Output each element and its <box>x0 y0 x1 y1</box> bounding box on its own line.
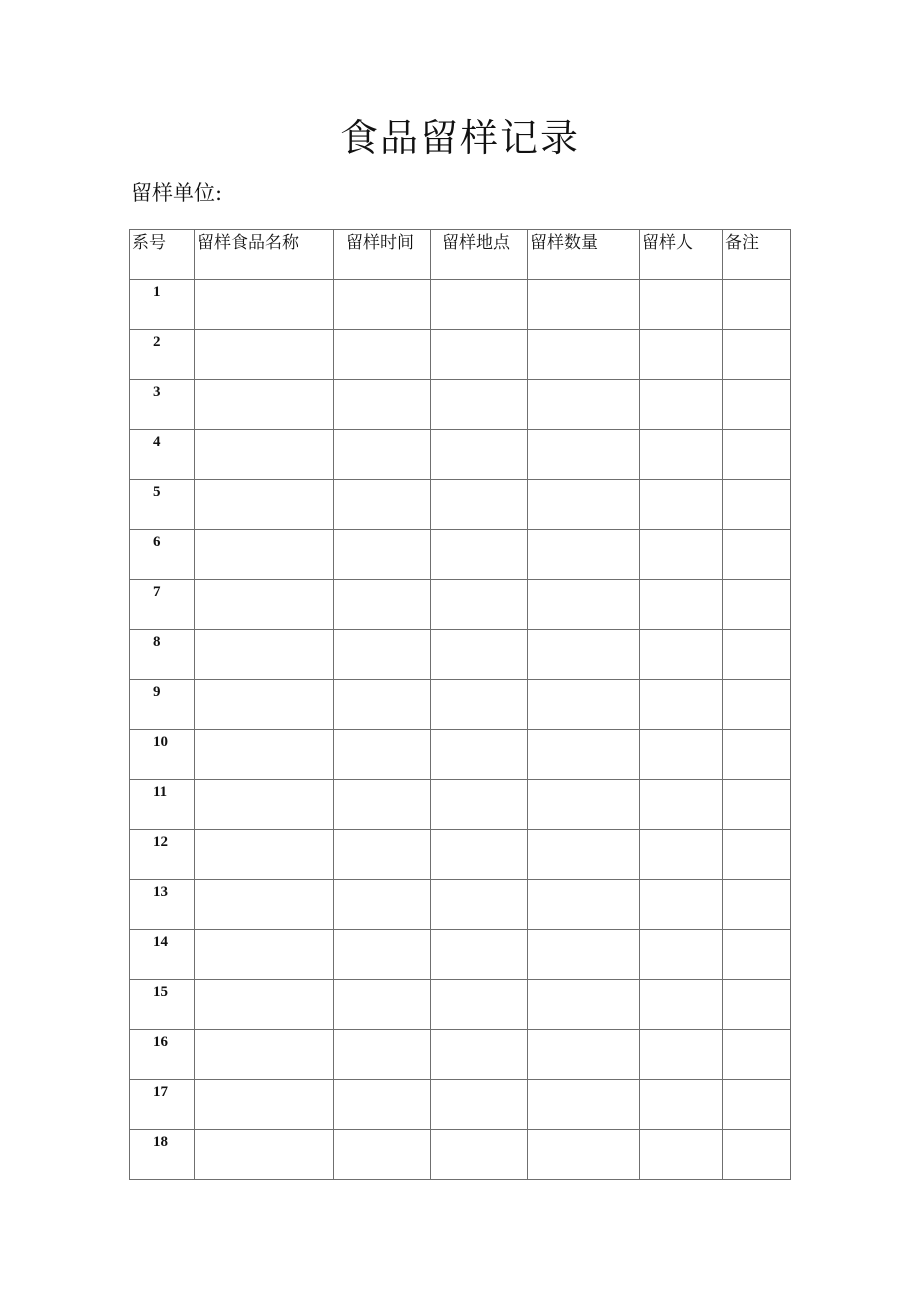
row-number: 2 <box>130 330 195 380</box>
sample-time-cell <box>334 580 431 630</box>
sample-quantity-cell <box>528 330 640 380</box>
food-name-cell <box>195 930 334 980</box>
remarks-cell <box>723 280 791 330</box>
sample-quantity-cell <box>528 1080 640 1130</box>
sample-quantity-cell <box>528 680 640 730</box>
remarks-cell <box>723 580 791 630</box>
sampler-cell <box>640 780 723 830</box>
remarks-cell <box>723 530 791 580</box>
sample-quantity-cell <box>528 530 640 580</box>
remarks-cell <box>723 830 791 880</box>
sample-location-cell <box>431 830 528 880</box>
table-row <box>130 1130 791 1180</box>
sample-quantity-cell <box>528 430 640 480</box>
sample-time-cell <box>334 730 431 780</box>
sample-quantity-cell <box>528 280 640 330</box>
sampler-cell <box>640 1030 723 1080</box>
sampler-cell <box>640 630 723 680</box>
sample-location-cell <box>431 730 528 780</box>
header-sampler: 留样人 <box>640 230 723 280</box>
food-sample-record-table <box>129 229 791 1180</box>
table-row <box>130 680 791 730</box>
sample-time-cell <box>334 530 431 580</box>
remarks-cell <box>723 430 791 480</box>
food-name-cell <box>195 380 334 430</box>
sample-location-cell <box>431 1130 528 1180</box>
sample-time-cell <box>334 680 431 730</box>
sample-time-cell <box>334 880 431 930</box>
sample-quantity-cell <box>528 930 640 980</box>
row-number: 15 <box>130 980 195 1030</box>
food-name-cell <box>195 980 334 1030</box>
sample-time-cell <box>334 980 431 1030</box>
header-sample-quantity: 留样数量 <box>528 230 640 280</box>
remarks-cell <box>723 1130 791 1180</box>
remarks-cell <box>723 480 791 530</box>
header-serial-number: 系号 <box>130 230 195 280</box>
table-row <box>130 830 791 880</box>
sample-location-cell <box>431 980 528 1030</box>
food-name-cell <box>195 1130 334 1180</box>
table-header-row <box>130 230 791 280</box>
table-row <box>130 580 791 630</box>
row-number: 9 <box>130 680 195 730</box>
row-number: 7 <box>130 580 195 630</box>
food-name-cell <box>195 680 334 730</box>
table-row <box>130 630 791 680</box>
row-number: 4 <box>130 430 195 480</box>
sample-location-cell <box>431 630 528 680</box>
sampler-cell <box>640 580 723 630</box>
table-row <box>130 330 791 380</box>
remarks-cell <box>723 730 791 780</box>
sample-quantity-cell <box>528 780 640 830</box>
table-row <box>130 780 791 830</box>
food-name-cell <box>195 880 334 930</box>
row-number: 14 <box>130 930 195 980</box>
sample-quantity-cell <box>528 830 640 880</box>
sample-quantity-cell <box>528 980 640 1030</box>
sampler-cell <box>640 730 723 780</box>
table-row <box>130 880 791 930</box>
food-name-cell <box>195 330 334 380</box>
table-row <box>130 1080 791 1130</box>
sample-time-cell <box>334 380 431 430</box>
table-row <box>130 1030 791 1080</box>
remarks-cell <box>723 880 791 930</box>
sample-time-cell <box>334 780 431 830</box>
sample-location-cell <box>431 880 528 930</box>
food-name-cell <box>195 630 334 680</box>
sampling-unit-label: 留样单位: <box>131 181 223 205</box>
food-name-cell <box>195 1030 334 1080</box>
food-name-cell <box>195 530 334 580</box>
sampler-cell <box>640 280 723 330</box>
sample-location-cell <box>431 580 528 630</box>
sample-location-cell <box>431 280 528 330</box>
sampler-cell <box>640 480 723 530</box>
food-name-cell <box>195 580 334 630</box>
sample-location-cell <box>431 930 528 980</box>
sampler-cell <box>640 330 723 380</box>
food-name-cell <box>195 480 334 530</box>
food-name-cell <box>195 780 334 830</box>
sampler-cell <box>640 680 723 730</box>
sample-location-cell <box>431 780 528 830</box>
remarks-cell <box>723 930 791 980</box>
table-row <box>130 430 791 480</box>
sample-location-cell <box>431 330 528 380</box>
sample-quantity-cell <box>528 630 640 680</box>
sample-time-cell <box>334 630 431 680</box>
sample-location-cell <box>431 530 528 580</box>
remarks-cell <box>723 680 791 730</box>
sample-time-cell <box>334 280 431 330</box>
sample-quantity-cell <box>528 1030 640 1080</box>
sampler-cell <box>640 930 723 980</box>
table-row <box>130 380 791 430</box>
row-number: 17 <box>130 1080 195 1130</box>
row-number: 5 <box>130 480 195 530</box>
sampler-cell <box>640 880 723 930</box>
table-row <box>130 730 791 780</box>
row-number: 18 <box>130 1130 195 1180</box>
sample-time-cell <box>334 1080 431 1130</box>
row-number: 6 <box>130 530 195 580</box>
sampler-cell <box>640 980 723 1030</box>
remarks-cell <box>723 980 791 1030</box>
sampler-cell <box>640 830 723 880</box>
row-number: 11 <box>130 780 195 830</box>
food-name-cell <box>195 830 334 880</box>
table-row <box>130 480 791 530</box>
table-row <box>130 280 791 330</box>
sample-quantity-cell <box>528 380 640 430</box>
remarks-cell <box>723 1030 791 1080</box>
row-number: 3 <box>130 380 195 430</box>
sample-location-cell <box>431 430 528 480</box>
row-number: 8 <box>130 630 195 680</box>
sample-time-cell <box>334 480 431 530</box>
sample-quantity-cell <box>528 730 640 780</box>
sampler-cell <box>640 380 723 430</box>
header-food-name: 留样食品名称 <box>195 230 334 280</box>
document-title: 食品留样记录 <box>339 116 580 160</box>
sample-location-cell <box>431 380 528 430</box>
table-row <box>130 530 791 580</box>
sample-quantity-cell <box>528 480 640 530</box>
sample-time-cell <box>334 830 431 880</box>
remarks-cell <box>723 330 791 380</box>
food-name-cell <box>195 430 334 480</box>
sampler-cell <box>640 1130 723 1180</box>
row-number: 12 <box>130 830 195 880</box>
row-number: 16 <box>130 1030 195 1080</box>
food-name-cell <box>195 280 334 330</box>
sample-time-cell <box>334 1030 431 1080</box>
sample-location-cell <box>431 680 528 730</box>
header-remarks: 备注 <box>723 230 791 280</box>
sample-location-cell <box>431 480 528 530</box>
remarks-cell <box>723 630 791 680</box>
sample-quantity-cell <box>528 580 640 630</box>
sample-quantity-cell <box>528 1130 640 1180</box>
sample-location-cell <box>431 1080 528 1130</box>
row-number: 13 <box>130 880 195 930</box>
food-name-cell <box>195 730 334 780</box>
food-name-cell <box>195 1080 334 1130</box>
table-row <box>130 930 791 980</box>
sample-location-cell <box>431 1030 528 1080</box>
sample-time-cell <box>334 930 431 980</box>
sample-time-cell <box>334 1130 431 1180</box>
sampler-cell <box>640 530 723 580</box>
remarks-cell <box>723 780 791 830</box>
remarks-cell <box>723 1080 791 1130</box>
row-number: 1 <box>130 280 195 330</box>
sample-quantity-cell <box>528 880 640 930</box>
sample-time-cell <box>334 330 431 380</box>
sample-time-cell <box>334 430 431 480</box>
table-row <box>130 980 791 1030</box>
header-sample-time: 留样时间 <box>334 230 431 280</box>
sampler-cell <box>640 1080 723 1130</box>
header-sample-location: 留样地点 <box>431 230 528 280</box>
sampler-cell <box>640 430 723 480</box>
table-body <box>130 280 791 1180</box>
row-number: 10 <box>130 730 195 780</box>
remarks-cell <box>723 380 791 430</box>
